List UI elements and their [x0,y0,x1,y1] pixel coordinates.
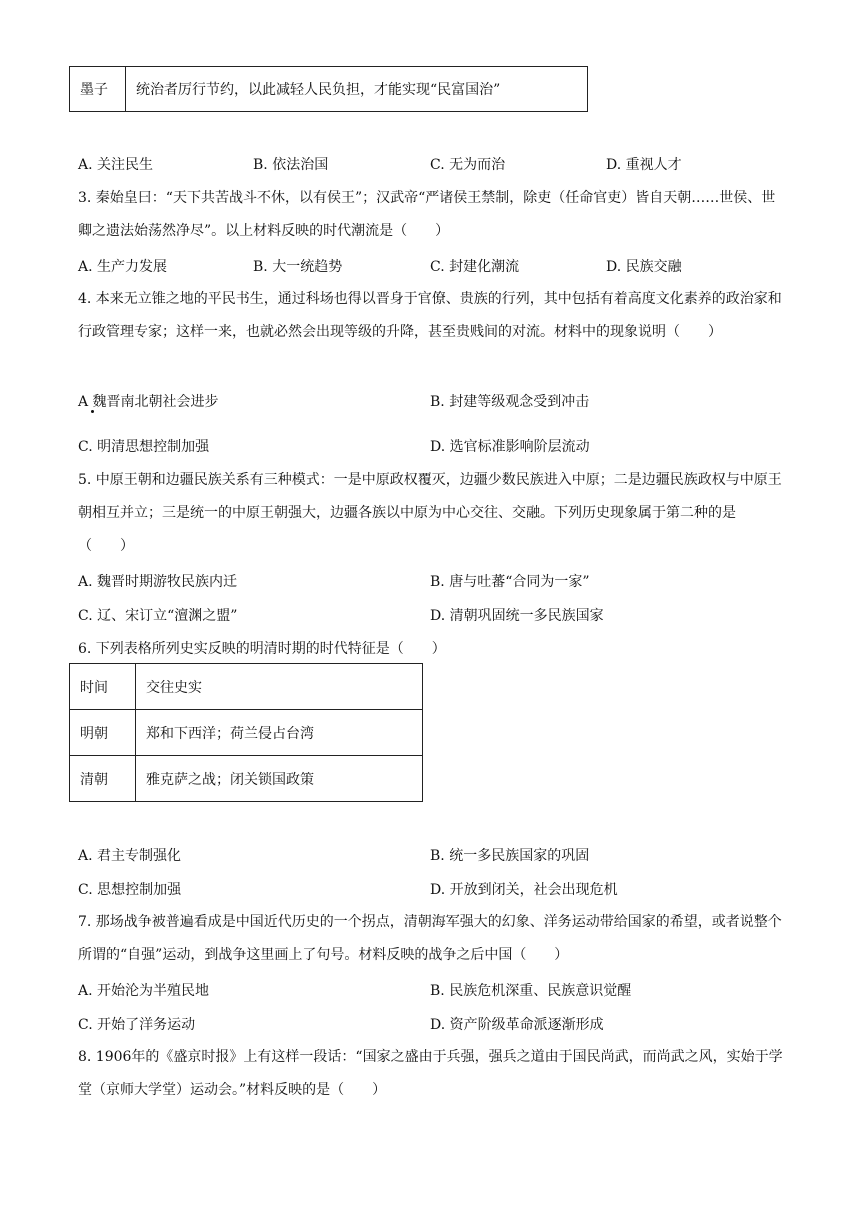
table-cell: 雅克萨之战；闭关锁国政策 [136,756,423,802]
q7-option-a: A. 开始沦为半殖民地 [78,983,210,999]
mozi-table [69,66,588,112]
table-cell: 清朝 [70,756,136,802]
q4-option-a: A 魏晋南北朝社会进步 [78,394,219,410]
q5-option-c: C. 辽、宋订立“澶渊之盟” [78,608,238,624]
q3-option-b: B. 大一统趋势 [253,259,343,275]
q7-stem: 7. 那场战争被普遍看成是中国近代历史的一个拐点，清朝海军强大的幻象、洋务运动带给国家的希望，或者说整个所谓的“自强”运动，到战争这里画上了句号。材料反映的战争之后中国（ ） [78,914,782,963]
q6-option-b: B. 统一多民族国家的巩固 [430,848,590,864]
q5-stem: 5. 中原王朝和边疆民族关系有三种模式：一是中原政权覆灭，边疆少数民族进入中原；二是边疆民族政权与中原王朝相互并立；三是统一的中原王朝强大，边疆各族以中原为中心交往、交融。下列历史现象属于第二种的是（ ） [78,472,782,554]
table-cell: 时间 [70,664,136,710]
q2-option-b: B. 依法治国 [253,157,329,173]
table-row [70,710,423,756]
q7-option-d: D. 资产阶级革命派逐渐形成 [430,1017,604,1033]
q3-option-c: C. 封建化潮流 [430,259,520,275]
q4-option-d: D. 选官标准影响阶层流动 [430,439,590,455]
q4-stem: 4. 本来无立锥之地的平民书生，通过科场也得以晋身于官僚、贵族的行列，其中包括有着高度文化素养的政治家和行政管理专家；这样一来，也就必然会出现等级的升降，甚至贵贱间的对流。材料中的现象说明（ ） [78,291,782,340]
q7-option-b: B. 民族危机深重、民族意识觉醒 [430,983,632,999]
table-row [70,756,423,802]
q4-option-b: B. 封建等级观念受到冲击 [430,394,590,410]
q6-option-c: C. 思想控制加强 [78,882,182,898]
q4-option-c: C. 明清思想控制加强 [78,439,210,455]
q5-option-a: A. 魏晋时期游牧民族内迁 [78,574,238,590]
table-cell: 墨子 [70,67,126,112]
q2-option-a: A. 关注民生 [78,157,154,173]
table-cell: 交往史实 [136,664,423,710]
q6-stem: 6. 下列表格所列史实反映的明清时期的时代特征是（ ） [78,641,446,657]
q2-option-c: C. 无为而治 [430,157,506,173]
q2-option-d: D. 重视人才 [606,157,682,173]
emphasis-dot [91,410,94,413]
table-row [70,664,423,710]
q5-option-b: B. 唐与吐蕃“合同为一家” [430,574,590,590]
q6-table [69,663,423,802]
q3-stem: 3. 秦始皇曰：“天下共苦战斗不休，以有侯王”；汉武帝“严诸侯王禁制，除吏（任命官吏）皆自天朝……世侯、世卿之遗法始荡然净尽”。以上材料反映的时代潮流是（ ） [78,190,776,239]
q6-option-d: D. 开放到闭关，社会出现危机 [430,882,618,898]
q5-option-d: D. 清朝巩固统一多民族国家 [430,608,604,624]
q3-option-d: D. 民族交融 [606,259,682,275]
table-row [70,67,588,112]
table-cell: 郑和下西洋；荷兰侵占台湾 [136,710,423,756]
q7-option-c: C. 开始了洋务运动 [78,1017,196,1033]
q8-stem: 8. 1906年的《盛京时报》上有这样一段话：“国家之盛由于兵强，强兵之道由于国民尚武，而尚武之风，实始于学堂（京师大学堂）运动会。”材料反映的是（ ） [78,1049,783,1098]
table-cell: 明朝 [70,710,136,756]
q3-option-a: A. 生产力发展 [78,259,168,275]
q6-option-a: A. 君主专制强化 [78,848,182,864]
table-cell: 统治者厉行节约，以此减轻人民负担，才能实现“民富国治” [126,67,588,112]
